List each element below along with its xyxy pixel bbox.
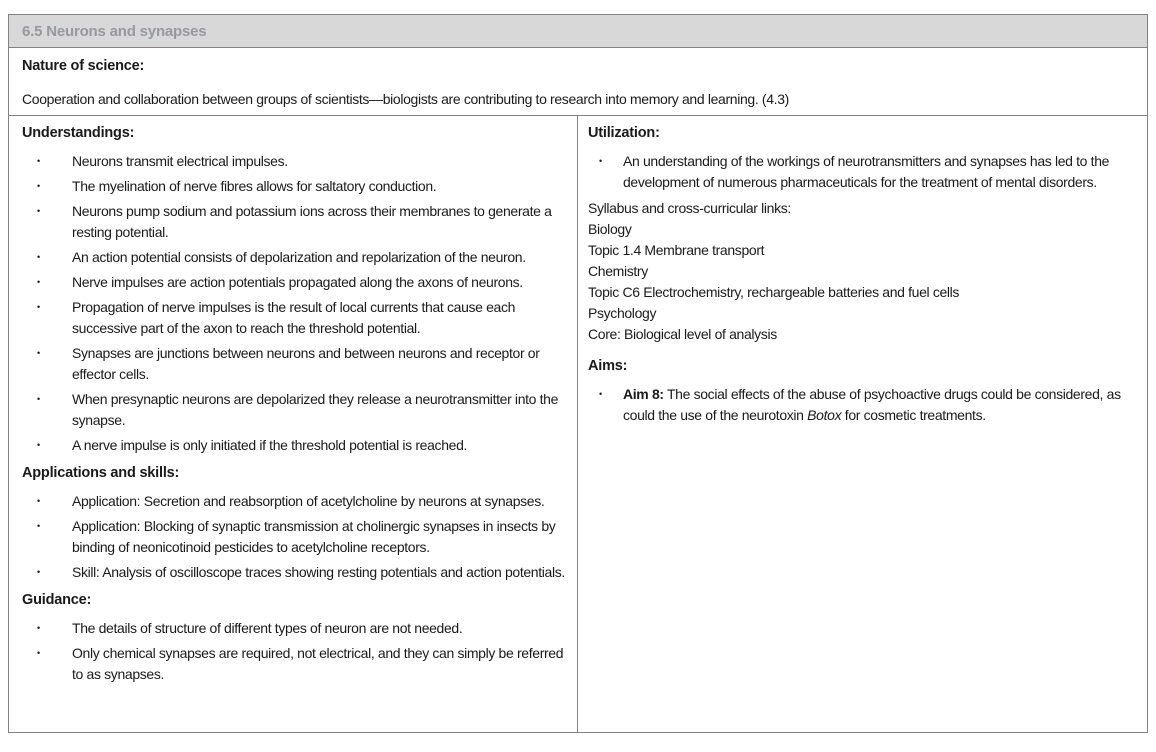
aim-text-pre: The social effects of the abuse of psychoactive drugs could be considered, as could the use of the neurotoxin	[623, 386, 1121, 423]
syllabus-link-line: Biology	[588, 221, 632, 237]
nature-of-science-row	[9, 48, 1147, 116]
right-column	[578, 116, 1147, 732]
syllabus-links-block	[588, 198, 1137, 345]
topic-title: 6.5 Neurons and synapses	[22, 22, 207, 40]
syllabus-link-line: Psychology	[588, 305, 657, 321]
topic-title-bar	[9, 15, 1147, 48]
list-item: • When presynaptic neurons are depolarized they release a neurotransmitter into the synapse.	[22, 389, 567, 431]
utilization-list	[588, 151, 1137, 193]
list-item	[588, 384, 1137, 426]
utilization-heading: Utilization:	[588, 125, 660, 141]
list-item: • Nerve impulses are action potentials propagated along the axons of neurons.	[22, 272, 567, 293]
list-item: • The myelination of nerve fibres allows for saltatory conduction.	[22, 176, 567, 197]
aims-heading: Aims:	[588, 358, 628, 374]
list-item: • Application: Secretion and reabsorption of acetylcholine by neurons at synapses.	[22, 491, 567, 512]
list-item: • An understanding of the workings of neurotransmitters and synapses has led to the development of numerous pharmaceuticals for the treatment of mental disorders.	[588, 151, 1137, 193]
syllabus-link-line: Topic C6 Electrochemistry, rechargeable batteries and fuel cells	[588, 284, 960, 300]
aim-label: Aim 8:	[623, 386, 664, 402]
list-item: • A nerve impulse is only initiated if the threshold potential is reached.	[22, 435, 567, 456]
nature-of-science-text: Cooperation and collaboration between groups of scientists—biologists are contributing to research into memory and learning. (4.3)	[22, 91, 789, 107]
syllabus-link-line: Topic 1.4 Membrane transport	[588, 242, 765, 258]
list-item: • An action potential consists of depolarization and repolarization of the neuron.	[22, 247, 567, 268]
list-item: • Neurons pump sodium and potassium ions across their membranes to generate a resting potential.	[22, 201, 567, 243]
aims-list	[588, 384, 1137, 426]
guidance-heading: Guidance:	[22, 592, 92, 608]
list-item: • Skill: Analysis of oscilloscope traces showing resting potentials and action potentials.	[22, 562, 567, 583]
list-item: • Neurons transmit electrical impulses.	[22, 151, 567, 172]
list-item: • Application: Blocking of synaptic transmission at cholinergic synapses in insects by binding of neonicotinoid pesticides to acetylcholine receptors.	[22, 516, 567, 558]
syllabus-topic-table	[8, 14, 1148, 733]
list-item: • Propagation of nerve impulses is the result of local currents that cause each successive part of the axon to reach the threshold potential.	[22, 297, 567, 339]
nature-of-science-heading: Nature of science:	[22, 58, 145, 74]
aim-italic-word: Botox	[807, 407, 842, 423]
list-item: • The details of structure of different types of neuron are not needed.	[22, 618, 567, 639]
understandings-list	[22, 151, 567, 456]
guidance-list	[22, 618, 567, 685]
table-body	[9, 116, 1147, 732]
applications-skills-heading: Applications and skills:	[22, 465, 180, 481]
syllabus-link-line: Chemistry	[588, 263, 648, 279]
understandings-heading: Understandings:	[22, 125, 135, 141]
list-item: • Synapses are junctions between neurons and between neurons and receptor or effector cells.	[22, 343, 567, 385]
left-column	[9, 116, 578, 732]
aim-text-post: for cosmetic treatments.	[841, 407, 986, 423]
syllabus-link-line: Core: Biological level of analysis	[588, 326, 777, 342]
syllabus-links-heading: Syllabus and cross-curricular links:	[588, 200, 791, 216]
applications-skills-list	[22, 491, 567, 583]
list-item: • Only chemical synapses are required, not electrical, and they can simply be referred to as synapses.	[22, 643, 567, 685]
